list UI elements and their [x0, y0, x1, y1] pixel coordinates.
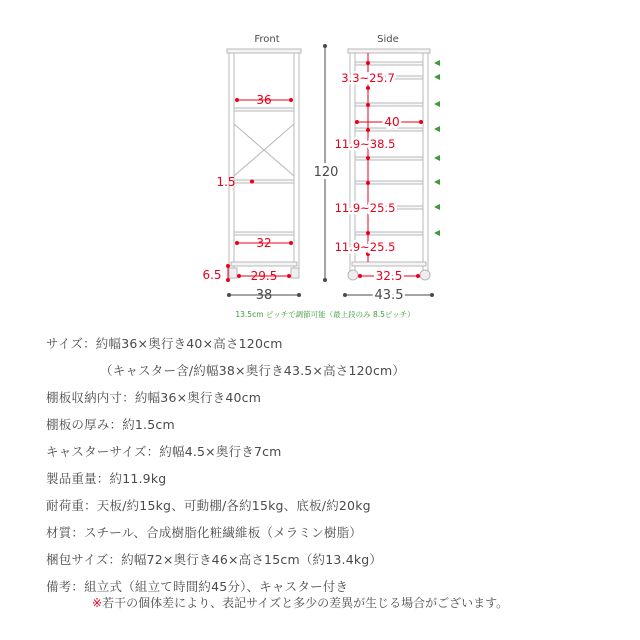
spec-remarks: 備考：組立式（組立て時間約45分）、キャスター付き — [46, 579, 349, 594]
spec-size-with-casters: （キャスター含/約幅38×奥行き43.5×高さ120cm） — [100, 363, 406, 378]
note-text: 若干の個体差により、表記サイズと多少の差異が生じる場合がございます。 — [102, 596, 509, 610]
front-bottom-width-dimension — [235, 236, 293, 250]
spec-size: サイズ：約幅36×奥行き40×高さ120cm — [46, 336, 283, 351]
spec-weight: 製品重量：約11.9kg — [46, 471, 167, 486]
bottom-height-label: 6.5 — [202, 268, 222, 282]
spec-material: 材質：スチール、合成樹脂化粧繊維板（メラミン樹脂） — [46, 525, 363, 540]
spec-shelf-inner-size: 棚板収納内寸：約幅36×奥行き40cm — [46, 390, 262, 405]
mid-pitch-label: 11.9~38.5 — [334, 137, 396, 151]
side-depth-dimension — [355, 115, 423, 129]
lower-pitch-label-1: 11.9~25.5 — [334, 201, 396, 215]
note-mark: ※ — [92, 596, 103, 610]
side-outer-depth-dimension — [343, 288, 434, 303]
top-pitch-label: 3.3~25.7 — [341, 71, 395, 85]
front-inner-width-label: 36 — [256, 93, 272, 107]
side-label: Side — [377, 34, 399, 45]
spec-load-capacity: 耐荷重：天板/約15kg、可動棚/各約15kg、底板/約20kg — [46, 498, 371, 513]
disclaimer-note — [92, 594, 508, 611]
side-caster-depth-dimension — [358, 269, 420, 283]
outer-depth-label: 43.5 — [374, 288, 404, 303]
height-label: 120 — [313, 165, 339, 180]
bottom-inner-width-label: 32 — [256, 236, 272, 250]
shelf-thickness-label: 1.5 — [216, 175, 236, 189]
front-label: Front — [254, 34, 280, 45]
caster-inner-depth-label: 32.5 — [375, 269, 403, 283]
side-depth-label: 40 — [384, 115, 400, 129]
front-outer-width-dimension — [227, 288, 301, 303]
lower-pitch-label-2: 11.9~25.5 — [334, 240, 396, 254]
spec-shelf-thickness: 棚板の厚み：約1.5cm — [46, 417, 175, 432]
pitch-note: 13.5cm ピッチで調節可能（最上段のみ 8.5ピッチ） — [235, 310, 415, 319]
spec-package-size: 梱包サイズ：約幅72×奥行き46×高さ15cm（約13.4kg） — [46, 552, 383, 567]
spec-list — [46, 330, 626, 600]
spec-caster-size: キャスターサイズ：約幅4.5×奥行き7cm — [46, 444, 282, 459]
front-caster-height-dimension — [202, 264, 230, 282]
front-width-dimension — [235, 93, 293, 107]
shelf-position-arrows — [434, 60, 440, 236]
outer-width-label: 38 — [255, 288, 273, 303]
caster-inner-width-label: 29.5 — [250, 269, 278, 283]
front-caster-width-dimension — [237, 269, 291, 283]
